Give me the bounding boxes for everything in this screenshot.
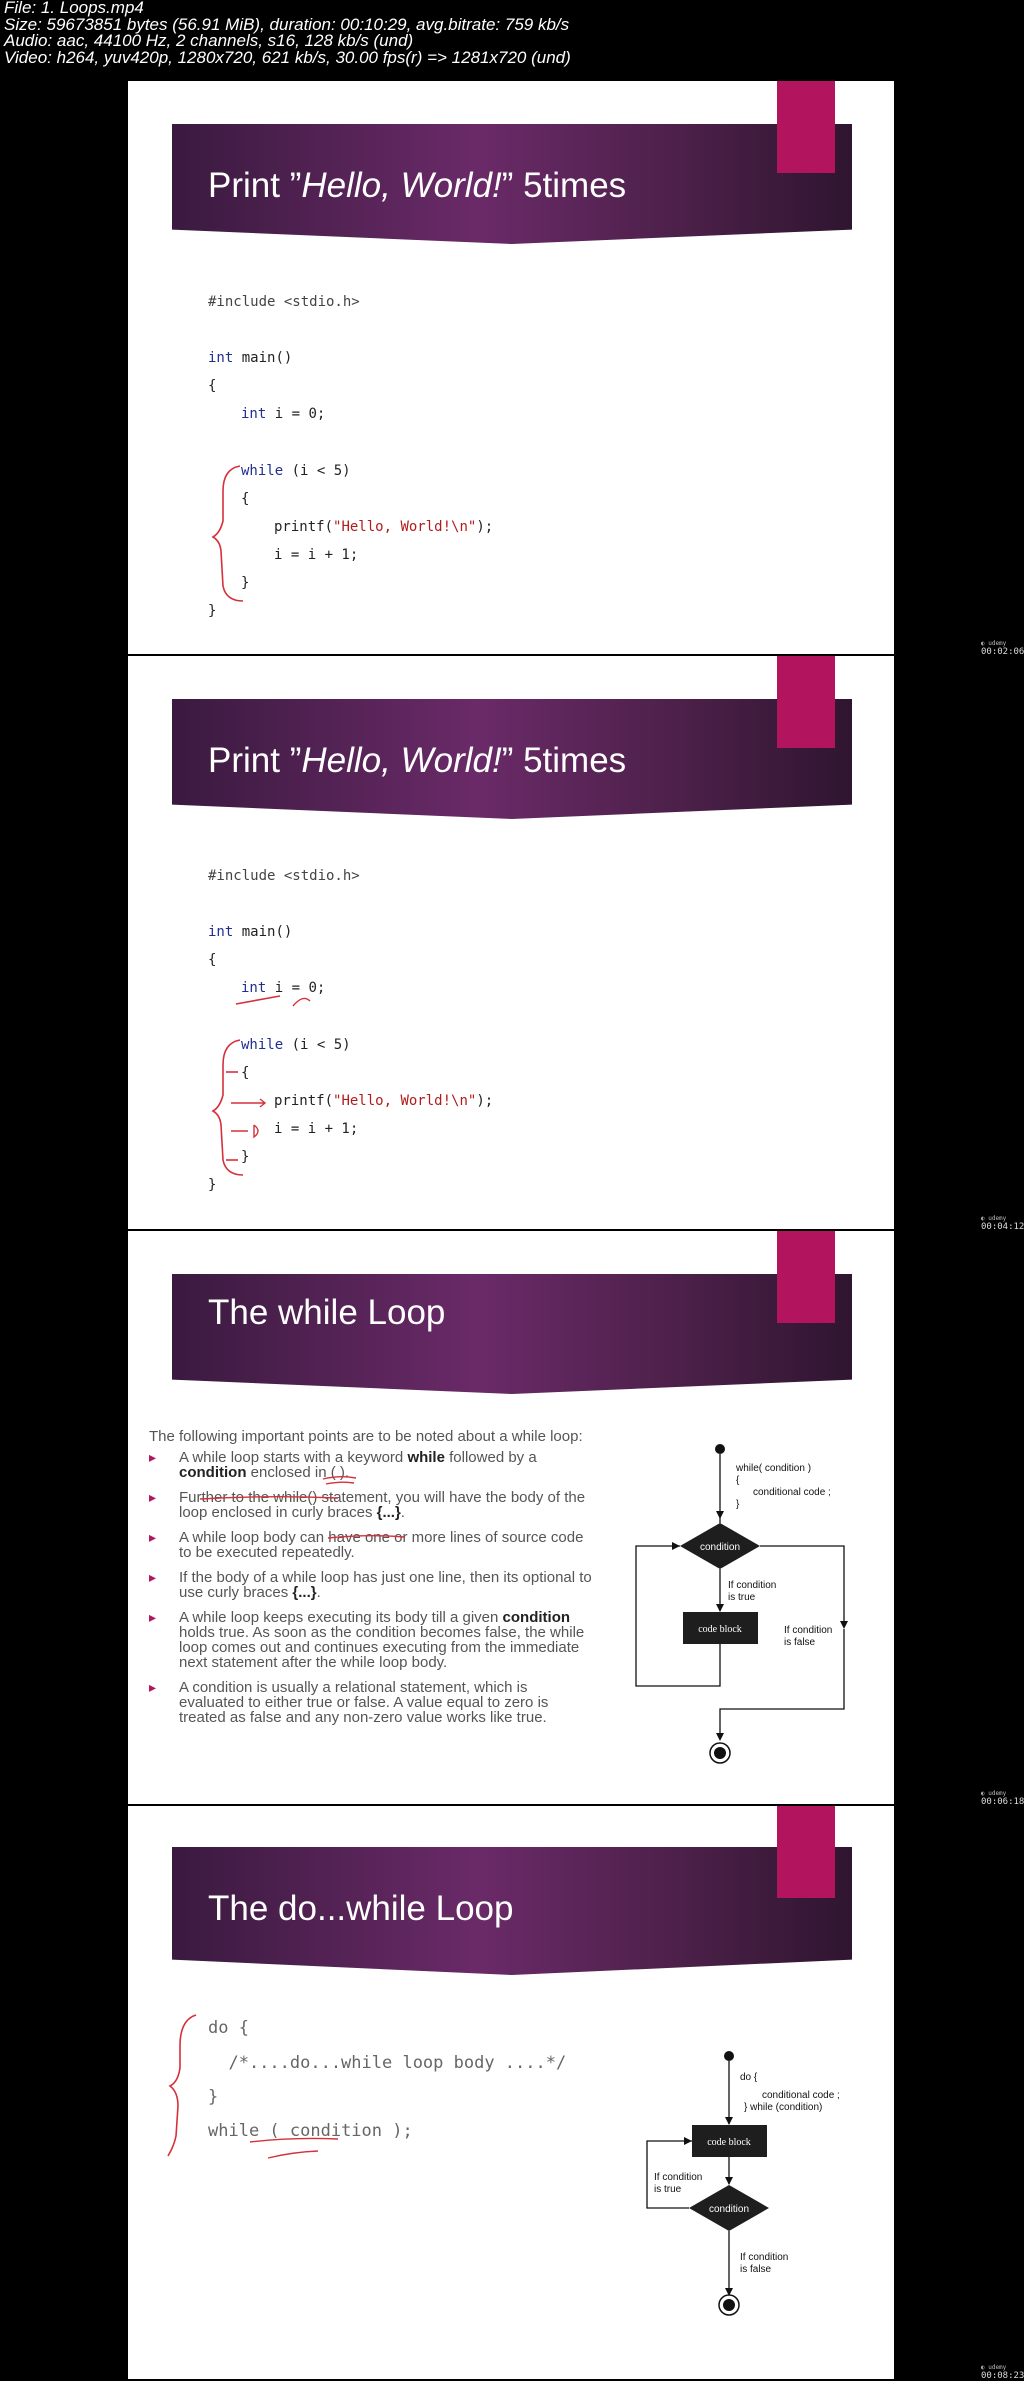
flow-true-label: If condition (654, 2172, 703, 2183)
timestamp-3: ◐ udemy 00:06:18 (981, 1790, 1024, 1807)
code-while: while (i < 5) (241, 1037, 351, 1053)
flow-code-line3: conditional code ; (753, 1487, 831, 1498)
code-while-condition: while ( condition ); (208, 2121, 413, 2141)
code-do-body: /*....do...while loop body ....*/ (208, 2053, 567, 2073)
code-include: #include <stdio.h> (208, 294, 360, 310)
file-size: Size: 59673851 bytes (56.91 MiB), duration: 00:10:29, avg.bitrate: 759 kb/s (4, 14, 570, 34)
flow-code-line4: } (736, 1499, 740, 1510)
code-printf: printf("Hello, World!\n"); (274, 1093, 494, 1109)
code-inner-brace: { (241, 1065, 250, 1081)
flow-code-line2: { (736, 1475, 740, 1486)
flow-true-label: If condition (728, 1580, 777, 1591)
code-inner-close: } (241, 575, 250, 591)
code-main: int main() (208, 350, 293, 366)
slide-title: Print ”Hello, World!” 5times (208, 741, 627, 780)
code-brace: { (208, 952, 217, 968)
code-brace: { (208, 378, 217, 394)
bullet-item: ▸ A while loop starts with a keyword while followed by a condition enclosed in ( ). (149, 1450, 594, 1480)
code-while: while (i < 5) (241, 463, 351, 479)
file-metadata (4, 0, 571, 66)
bullet-item: ▸ Further to the while() statement, you will have the body of the loop enclosed in curly braces {...}. (149, 1490, 594, 1520)
bullet-item: ▸ A while loop keeps executing its body till a given condition holds true. As soon as the condition becomes false, the while loop comes out and continues executing from the immediate next statement after the while loop body. (149, 1610, 594, 1670)
code-close: } (208, 603, 217, 619)
file-name: File: 1. Loops.mp4 (4, 0, 144, 17)
flow-false-label: If condition (740, 2252, 789, 2263)
audio-info: Audio: aac, 44100 Hz, 2 channels, s16, 128 kb/s (und) (4, 31, 414, 50)
code-increment: i = i + 1; (274, 1121, 359, 1137)
thumbnail-3[interactable] (128, 1231, 894, 1804)
video-info: Video: h264, yuv420p, 1280x720, 621 kb/s, 30.00 fps(r) => 1281x720 (und) (4, 47, 571, 67)
dowhile-flowchart (128, 1806, 894, 2379)
flow-true-label: is true (728, 1592, 756, 1603)
code-block-label: code block (698, 1624, 742, 1635)
flow-do-line1: do { (740, 2072, 758, 2083)
code-do-close: } (208, 2087, 219, 2107)
slide-title: The while Loop (208, 1293, 446, 1332)
code-increment: i = i + 1; (274, 547, 359, 563)
bullet-item: ▸ A condition is usually a relational statement, which is evaluated to either true or false. A value equal to zero is treated as false and any non-zero value works like true. (149, 1680, 594, 1725)
code-int-i: int i = 0; (241, 406, 326, 422)
bullet-item: ▸ A while loop body can have one or more lines of source code to be executed repeatedly. (149, 1530, 594, 1560)
flow-false-label: If condition (784, 1625, 833, 1636)
timestamp-4: ◐ udemy 00:08:23 (981, 2364, 1024, 2381)
slide-title: Print ”Hello, World!” 5times (208, 166, 627, 205)
bullet-item: ▸ If the body of a while loop has just one line, then its optional to use curly braces {...}. (149, 1570, 594, 1600)
thumbnail-4[interactable] (128, 1806, 894, 2379)
timestamp-2: ◐ udemy 00:04:12 (981, 1215, 1024, 1232)
flow-do-line3: } while (condition) (744, 2102, 823, 2113)
code-int-i: int i = 0; (241, 980, 326, 996)
timestamp-1: ◐ udemy 00:02:06 (981, 640, 1024, 657)
code-printf: printf("Hello, World!\n"); (274, 519, 494, 535)
code-close: } (208, 1177, 217, 1193)
flow-false-label: is false (740, 2264, 772, 2275)
code-include: #include <stdio.h> (208, 868, 360, 884)
pen-annotations (128, 81, 894, 654)
pen-annotations (128, 656, 894, 1229)
condition-label: condition (699, 1542, 741, 1553)
flow-false-label: is false (784, 1637, 816, 1648)
flow-true-label: is true (654, 2184, 682, 2195)
thumbnail-1[interactable] (128, 81, 894, 654)
code-main: int main() (208, 924, 293, 940)
code-block-label: code block (707, 2137, 751, 2148)
intro-text: The following important points are to be noted about a while loop: (149, 1428, 583, 1445)
code-do: do { (208, 2018, 249, 2038)
flow-code-line1: while( condition ) (736, 1463, 812, 1474)
code-inner-close: } (241, 1149, 250, 1165)
code-inner-brace: { (241, 491, 250, 507)
flow-do-line2: conditional code ; (762, 2090, 840, 2101)
condition-label: condition (708, 2204, 750, 2215)
slide-title: The do...while Loop (208, 1889, 514, 1928)
thumbnail-2[interactable] (128, 656, 894, 1229)
while-flowchart (128, 1231, 894, 1804)
